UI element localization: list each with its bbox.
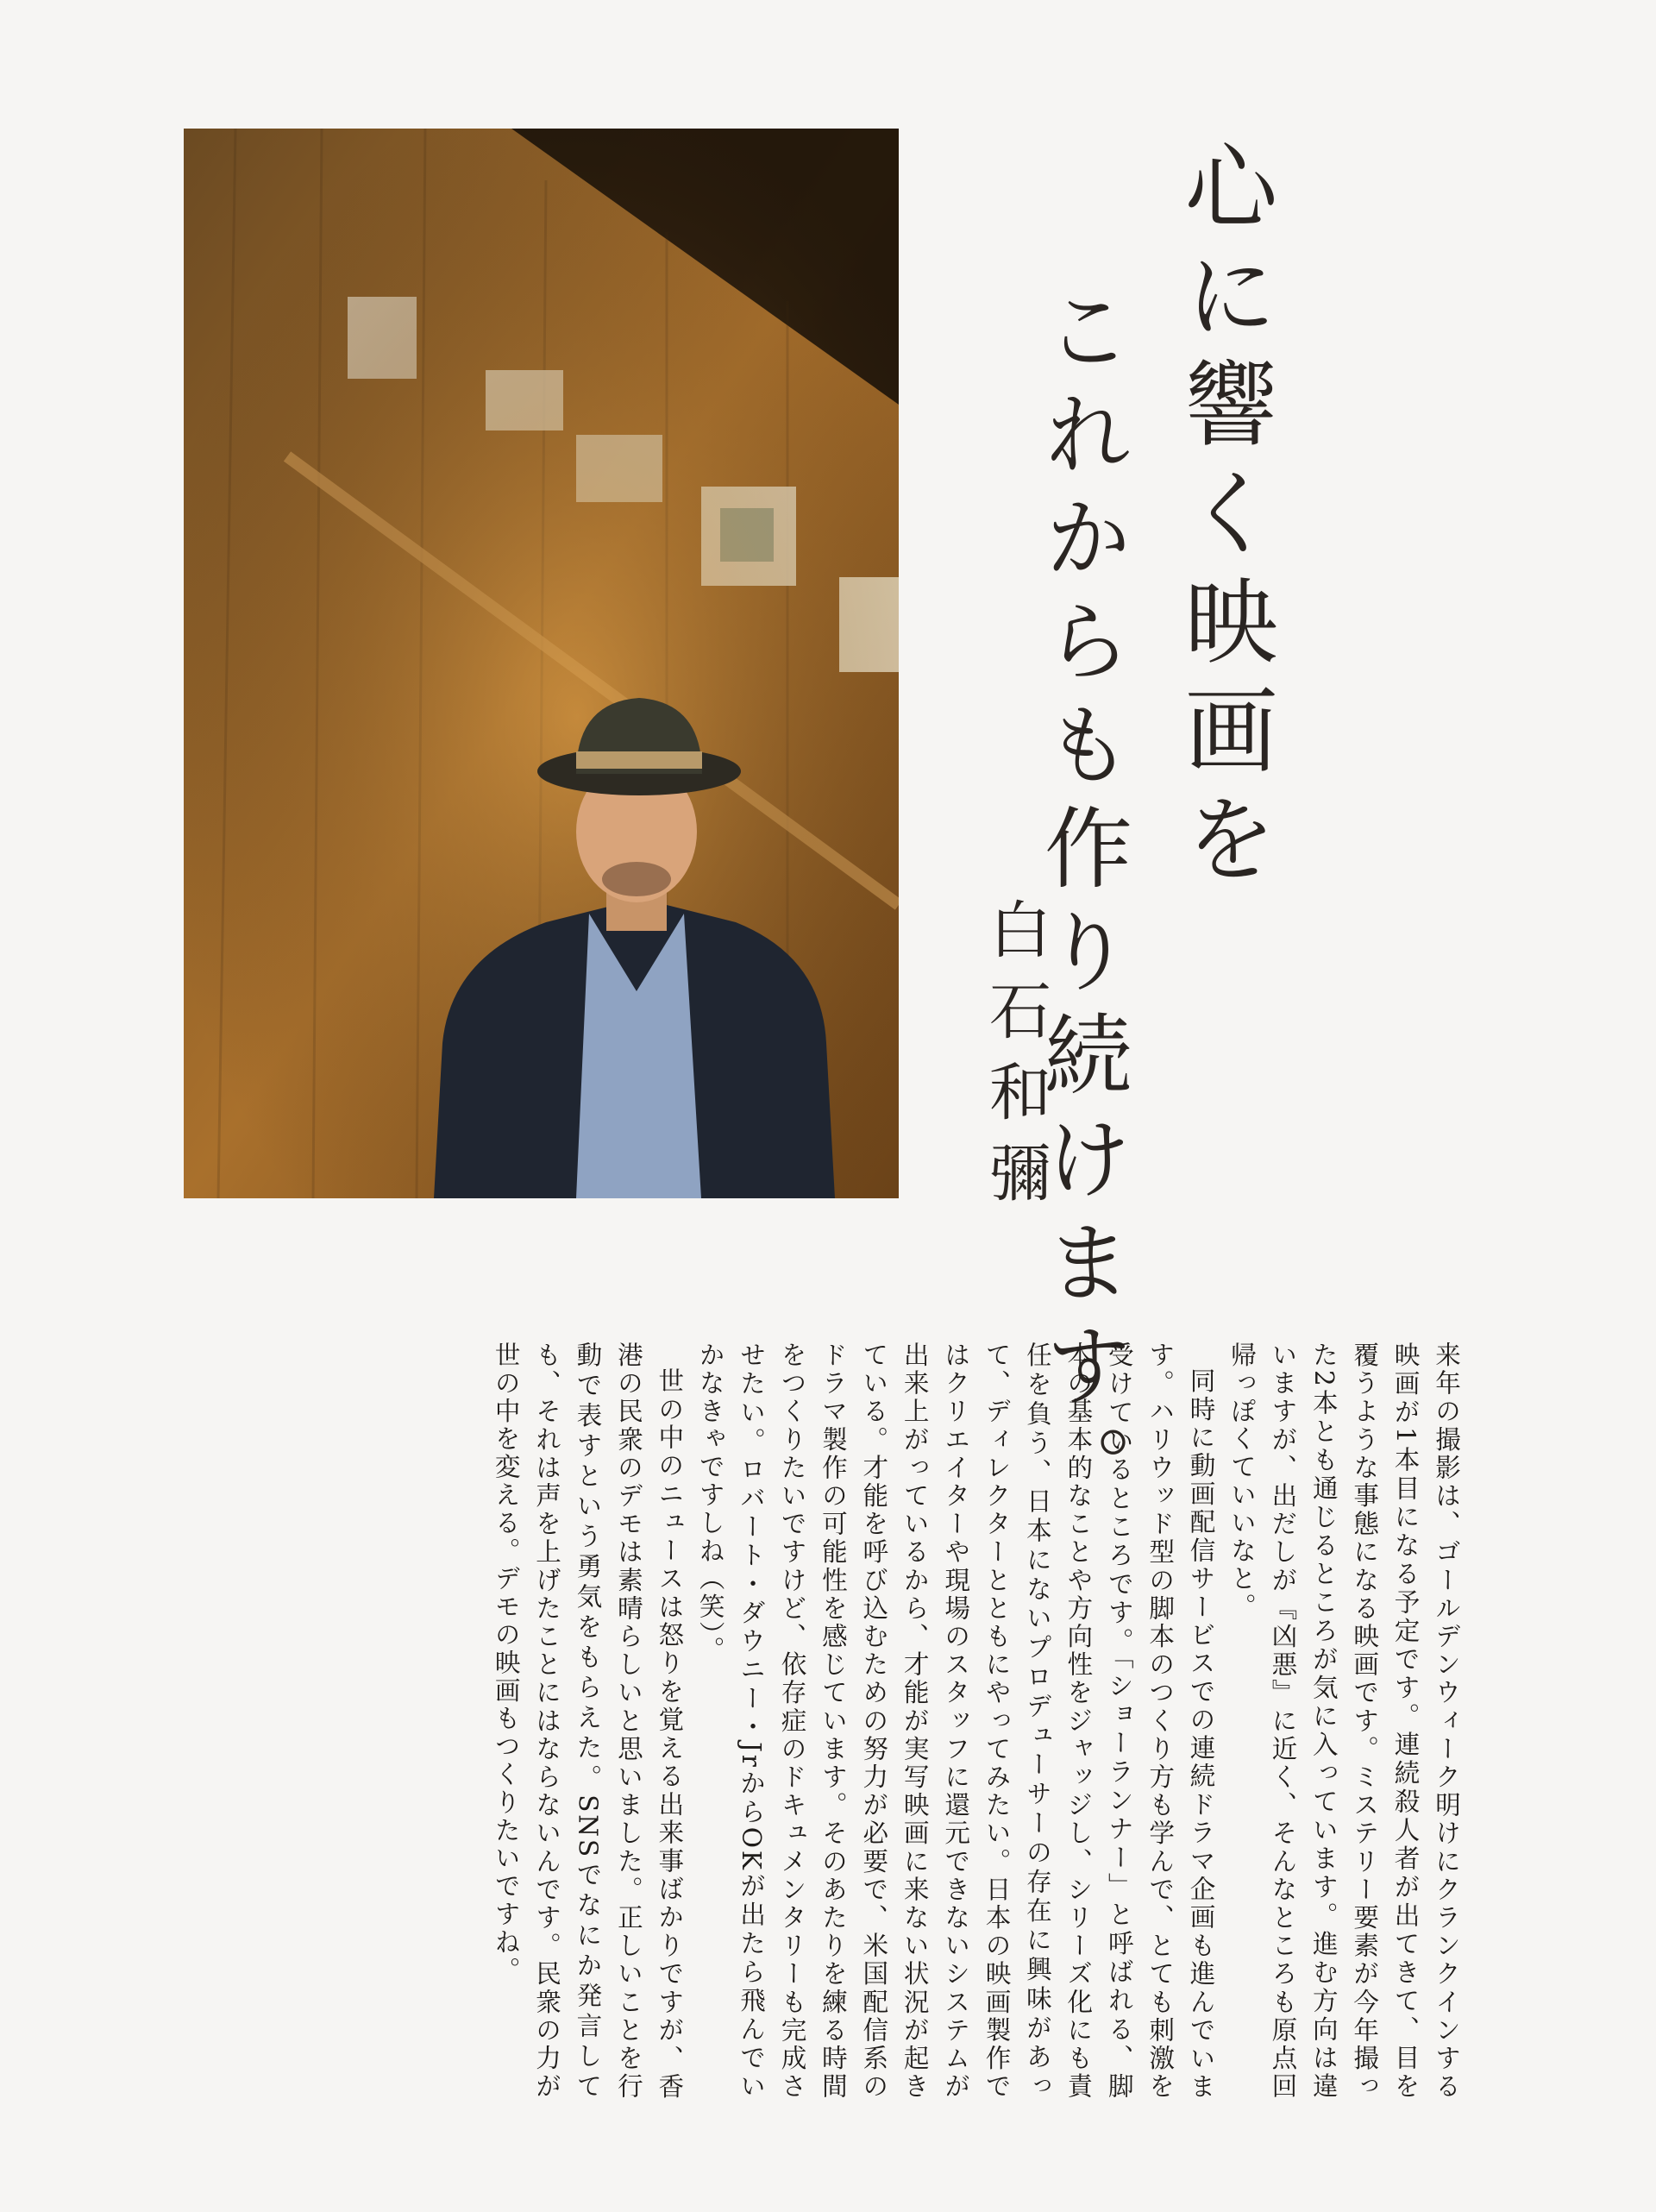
headline-line-1: 心に響く映画を [1169, 138, 1276, 899]
portrait-photo [184, 129, 899, 1198]
article-paragraph: 来年の撮影は、ゴールデンウィーク明けにクランクインする映画が1本目になる予定です。連続殺人者が出てきて、目を覆うような事態になる映画です。ミステリー要素が今年撮った2本とも通じるところが気に入っています。進む方向は違いますが、出だしが『凶悪』に近く、そんなところも原点回帰っぽくていいなと。 [1226, 1342, 1461, 2101]
article-paragraph: 同時に動画配信サービスでの連続ドラマ企画も進んでいます。ハリウッド型の脚本のつくり方も学んで、とても刺激を受けているところです。「ショーランナー」と呼ばれる、脚本の基本的なことや方向性をジャッジし、シリーズ化にも責任を負う、日本にないプロデューサーの存在に興味があって、ディレクターとともにやってみたい。日本の映画製作ではクリエイターや現場のスタッフに還元できないシステムが出来上がっているから、才能が実写映画に来ない状況が起きている。才能を呼び込むための努力が必要で、米国配信系のドラマ製作の可能性を感じています。そのあたりを練る時間をつくりたいですけど、依存症のドキュメンタリーも完成させたい。ロバート・ダウニー・JrからOKが出たら飛んでいかなきゃですしね（笑）。 [695, 1342, 1216, 2101]
article-body [172, 1342, 1466, 2101]
author-signature: 白石和彌 [979, 897, 1051, 1222]
portrait-photo-icon [184, 129, 899, 1198]
article-paragraph: 世の中のニュースは怒りを覚える出来事ばかりですが、香港の民衆のデモは素晴らしいと思いました。正しいことを行動で表すという勇気をもらえた。SNSでなにか発言しても、それは声を上げたことにはならないんです。民衆の力が世の中を変える。デモの映画もつくりたいですね。 [491, 1342, 685, 2101]
headline-line-2: これからも作り続けます。 [1030, 285, 1132, 1527]
